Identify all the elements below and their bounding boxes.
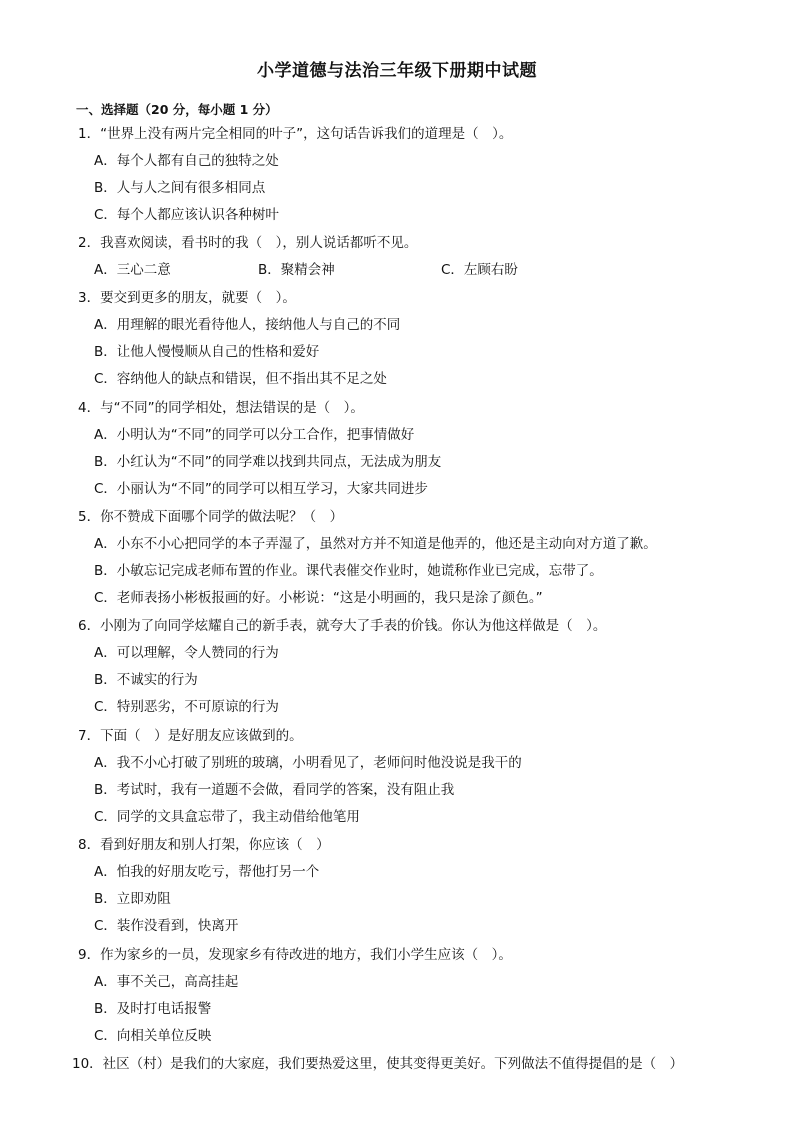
section-heading: 一、选择题（20 分，每小题 1 分）	[76, 102, 278, 117]
question-5-option-a: A．小东不小心把同学的本子弄湿了，虽然对方并不知道是他弄的，他还是主动向对方道了歉。	[94, 536, 657, 552]
question-1-option-a: A．每个人都有自己的独特之处	[94, 153, 279, 169]
question-7: 7．下面（ ）是好朋友应该做到的。	[78, 728, 303, 744]
question-7-option-b: B．考试时，我有一道题不会做，看同学的答案，没有阻止我	[94, 782, 455, 798]
question-4: 4．与“不同”的同学相处，想法错误的是（ ）。	[78, 400, 364, 416]
question-1-option-c: C．每个人都应该认识各种树叶	[94, 207, 279, 223]
question-2-option-c: C．左顾右盼	[441, 262, 518, 278]
question-3-option-b: B．让他人慢慢顺从自己的性格和爱好	[94, 344, 320, 360]
question-6-option-b: B．不诚实的行为	[94, 672, 198, 688]
question-9-option-b: B．及时打电话报警	[94, 1001, 212, 1017]
question-8-option-c: C．装作没看到，快离开	[94, 918, 239, 934]
question-2-option-b: B．聚精会神	[258, 262, 335, 278]
question-2-option-a: A．三心二意	[94, 262, 171, 278]
page-title: 小学道德与法治三年级下册期中试题	[257, 61, 537, 81]
question-3: 3．要交到更多的朋友，就要（ ）。	[78, 290, 296, 306]
question-1-option-b: B．人与人之间有很多相同点	[94, 180, 266, 196]
question-6-option-c: C．特别恶劣，不可原谅的行为	[94, 699, 279, 715]
question-5: 5．你不赞成下面哪个同学的做法呢？（ ）	[78, 509, 344, 525]
question-5-option-c: C．老师表扬小彬板报画的好。小彬说：“这是小明画的，我只是涂了颜色。”	[94, 590, 543, 606]
question-7-option-a: A．我不小心打破了别班的玻璃，小明看见了，老师问时他没说是我干的	[94, 755, 522, 771]
question-8-option-b: B．立即劝阻	[94, 891, 171, 907]
question-9-option-a: A．事不关己，高高挂起	[94, 974, 239, 990]
question-9-option-c: C．向相关单位反映	[94, 1028, 212, 1044]
question-9: 9．作为家乡的一员，发现家乡有待改进的地方，我们小学生应该（ ）。	[78, 947, 512, 963]
question-8-option-a: A．怕我的好朋友吃亏，帮他打另一个	[94, 864, 320, 880]
question-1: 1．“世界上没有两片完全相同的叶子”，这句话告诉我们的道理是（ ）。	[78, 126, 513, 142]
question-6-option-a: A．可以理解，令人赞同的行为	[94, 645, 279, 661]
question-3-option-a: A．用理解的眼光看待他人，接纳他人与自己的不同	[94, 317, 401, 333]
question-3-option-c: C．容纳他人的缺点和错误，但不指出其不足之处	[94, 371, 387, 387]
question-7-option-c: C．同学的文具盒忘带了，我主动借给他笔用	[94, 809, 360, 825]
question-5-option-b: B．小敏忘记完成老师布置的作业。课代表催交作业时，她谎称作业已完成，忘带了。	[94, 563, 603, 579]
question-10: 10．社区（村）是我们的大家庭，我们要热爱这里，使其变得更美好。下列做法不值得提倡的是（ ）	[72, 1056, 684, 1072]
question-4-option-c: C．小丽认为“不同”的同学可以相互学习，大家共同进步	[94, 481, 428, 497]
question-4-option-b: B．小红认为“不同”的同学难以找到共同点，无法成为朋友	[94, 454, 442, 470]
question-8: 8．看到好朋友和别人打架，你应该（ ）	[78, 837, 330, 853]
question-2: 2．我喜欢阅读，看书时的我（ ），别人说话都听不见。	[78, 235, 418, 251]
question-6: 6．小刚为了向同学炫耀自己的新手表，就夸大了手表的价钱。你认为他这样做是（ ）。	[78, 618, 607, 634]
question-4-option-a: A．小明认为“不同”的同学可以分工合作，把事情做好	[94, 427, 415, 443]
